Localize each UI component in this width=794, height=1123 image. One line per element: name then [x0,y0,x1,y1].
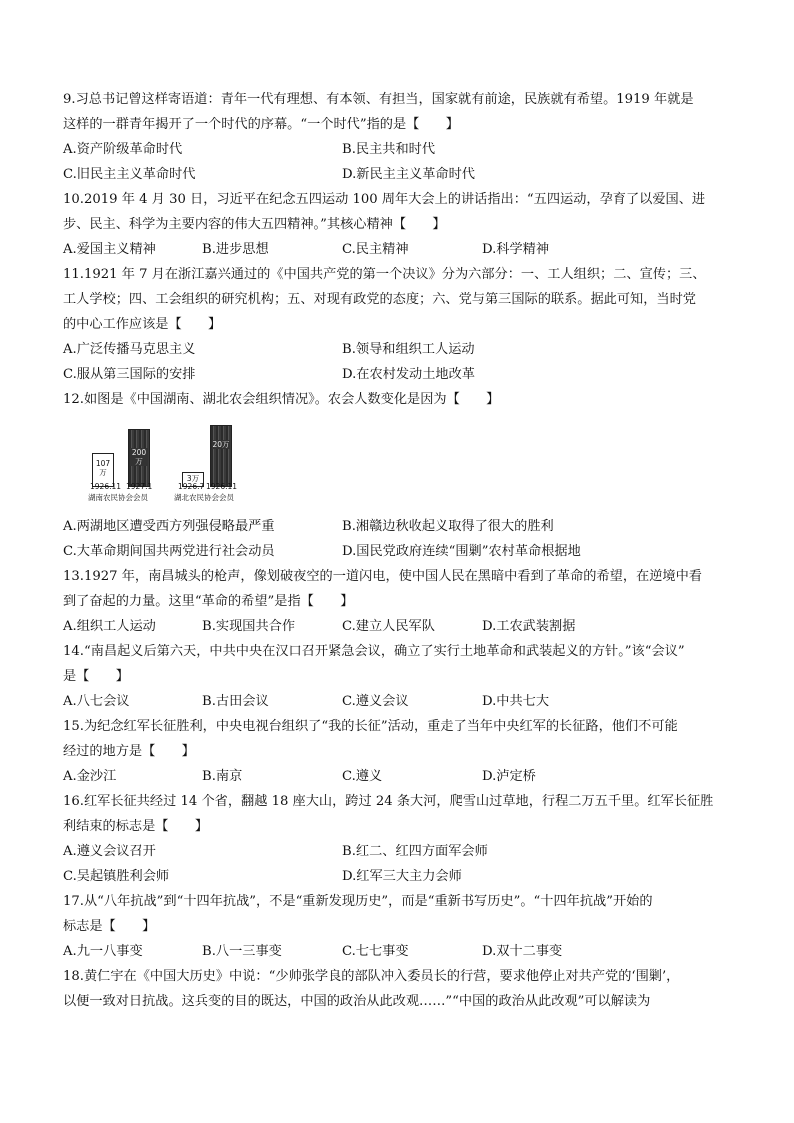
question-10-line-1: 10.2019 年 4 月 30 日，习近平在纪念五四运动 100 周年大会上的讲话指出：“五四运动，孕育了以爱国、进 [63,192,706,207]
option-d: D.科学精神 [482,242,550,257]
bar-date-label: 1926.11 [206,482,238,491]
bar-value-label: 3万 [186,474,200,483]
option-b: B.进步思想 [202,242,269,257]
option-a: A.九一八事变 [63,944,143,959]
question-16-line-2: 利结束的标志是【 】 [63,819,209,834]
option-c: C.遵义会议 [342,694,409,709]
option-b: B.民主共和时代 [342,142,436,157]
bar-hubei-1926-11 [210,425,232,487]
option-d: D.工农武装割据 [482,619,576,634]
question-13-line-2: 到了奋起的力量。这里“革命的希望”是指【 】 [63,594,354,609]
option-a: A.金沙江 [63,769,117,784]
question-18-line-1: 18.黄仁宇在《中国大历史》中说：“少帅张学良的部队冲入委员长的行营，要求他停止对共产党的‘围剿’， [63,969,680,984]
option-b: B.红二、红四方面军会师 [342,844,488,859]
option-a: A.资产阶级革命时代 [63,142,183,157]
question-13-options [63,618,735,636]
option-d: D.泸定桥 [482,769,536,784]
question-11-line-1: 11.1921 年 7 月在浙江嘉兴通过的《中国共产党的第一个决议》分为六部分：一、工人组织；二、宣传；三、 [63,267,706,282]
question-12-line-1: 12.如图是《中国湖南、湖北农会组织情况》。农会人数变化是因为【 】 [63,392,500,407]
option-a: A.爱国主义精神 [63,242,156,257]
question-12-options-row-1 [63,518,735,536]
option-a: A.广泛传播马克思主义 [63,342,196,357]
question-11-line-2: 工人学校；四、工会组织的研究机构；五、对现有政党的态度；六、党与第三国际的联系。据此可知，当时党 [63,292,696,307]
question-9-options-row-1 [63,141,735,159]
question-11-line-3: 的中心工作应该是【 】 [63,317,222,332]
question-9-line-1: 9.习总书记曾这样寄语道：青年一代有理想、有本领、有担当，国家就有前途，民族就有希望。1919 年就是 [63,92,694,107]
question-9-line-2: 这样的一群青年揭开了一个时代的序幕。“一个时代”指的是【 】 [63,117,459,132]
option-c: C.服从第三国际的安排 [63,367,196,382]
bar-value-label: 200万 [131,448,147,466]
question-16-options-row-2 [63,868,735,886]
option-a: A.两湖地区遭受西方列强侵略最严重 [63,519,275,534]
option-c: C.吴起镇胜利会师 [63,869,170,884]
question-10-line-2: 步、民主、科学为主要内容的伟大五四精神。”其核心精神【 】 [63,217,446,232]
bar-date-label: 1927.1 [126,482,153,491]
question-13-line-1: 13.1927 年，南昌城头的枪声，像划破夜空的一道闪电，使中国人民在黑暗中看到了革命的希望，在逆境中看 [63,569,702,584]
option-c: C.七七事变 [342,944,409,959]
option-d: D.中共七大 [482,694,550,709]
question-17-line-1: 17.从“八年抗战”到“十四年抗战”，不是“重新发现历史”，而是“重新书写历史”。“十四年抗战”开始的 [63,894,653,909]
question-11-options-row-2 [63,366,735,384]
option-c: C.建立人民军队 [342,619,435,634]
option-d: D.新民主主义革命时代 [342,167,475,182]
option-d: D.在农村发动土地改革 [342,367,475,382]
option-a: A.八七会议 [63,694,130,709]
question-14-line-2: 是【 】 [63,669,129,684]
option-a: A.遵义会议召开 [63,844,156,859]
question-11-options-row-1 [63,341,735,359]
question-15-options [63,768,735,786]
option-c: C.遵义 [342,769,383,784]
question-12-options-row-2 [63,543,735,561]
option-b: B.古田会议 [202,694,269,709]
option-d: D.红军三大主力会师 [342,869,462,884]
question-10-options [63,241,735,259]
option-b: B.领导和组织工人运动 [342,342,475,357]
option-c: C.旧民主主义革命时代 [63,167,196,182]
option-a: A.组织工人运动 [63,619,156,634]
bar-value-label: 107万 [95,459,111,477]
bar-date-label: 1926.7 [178,482,205,491]
option-b: B.南京 [202,769,243,784]
question-15-line-2: 经过的地方是【 】 [63,744,195,759]
question-15-line-1: 15.为纪念红军长征胜利，中央电视台组织了“我的长征”活动，重走了当年中央红军的长征路，他们不可能 [63,719,678,734]
option-b: B.实现国共合作 [202,619,296,634]
figure-caption-hubei: 湖北农民协会会员 [174,493,234,502]
option-b: B.湘赣边秋收起义取得了很大的胜利 [342,519,554,534]
option-c: C.民主精神 [342,242,409,257]
bar-value-label: 20万 [212,440,230,449]
question-16-line-1: 16.红军长征共经过 14 个省，翻越 18 座大山，跨过 24 条大河，爬雪山过草地，行程二万五千里。红军长征胜 [63,794,714,809]
question-14-line-1: 14.“南昌起义后第六天，中共中央在汉口召开紧急会议，确立了实行土地革命和武装起义的方针。”该“会议” [63,644,685,659]
option-d: D.国民党政府连续“围剿”农村革命根据地 [342,544,581,559]
question-9-options-row-2 [63,166,735,184]
bar-date-label: 1926.11 [90,482,122,491]
option-d: D.双十二事变 [482,944,563,959]
figure-caption-hunan: 湖南农民协会会员 [88,493,148,502]
farmers-association-figure [86,424,256,506]
question-16-options-row-1 [63,843,735,861]
bar-hunan-1927-1 [128,429,150,487]
question-18-line-2: 以便一致对日抗战。这兵变的目的既达，中国的政治从此改观……”“中国的政治从此改观”可以解读为 [63,994,651,1009]
question-17-line-2: 标志是【 】 [63,919,156,934]
option-b: B.八一三事变 [202,944,282,959]
option-c: C.大革命期间国共两党进行社会动员 [63,544,275,559]
question-14-options [63,693,735,711]
question-17-options [63,943,735,961]
